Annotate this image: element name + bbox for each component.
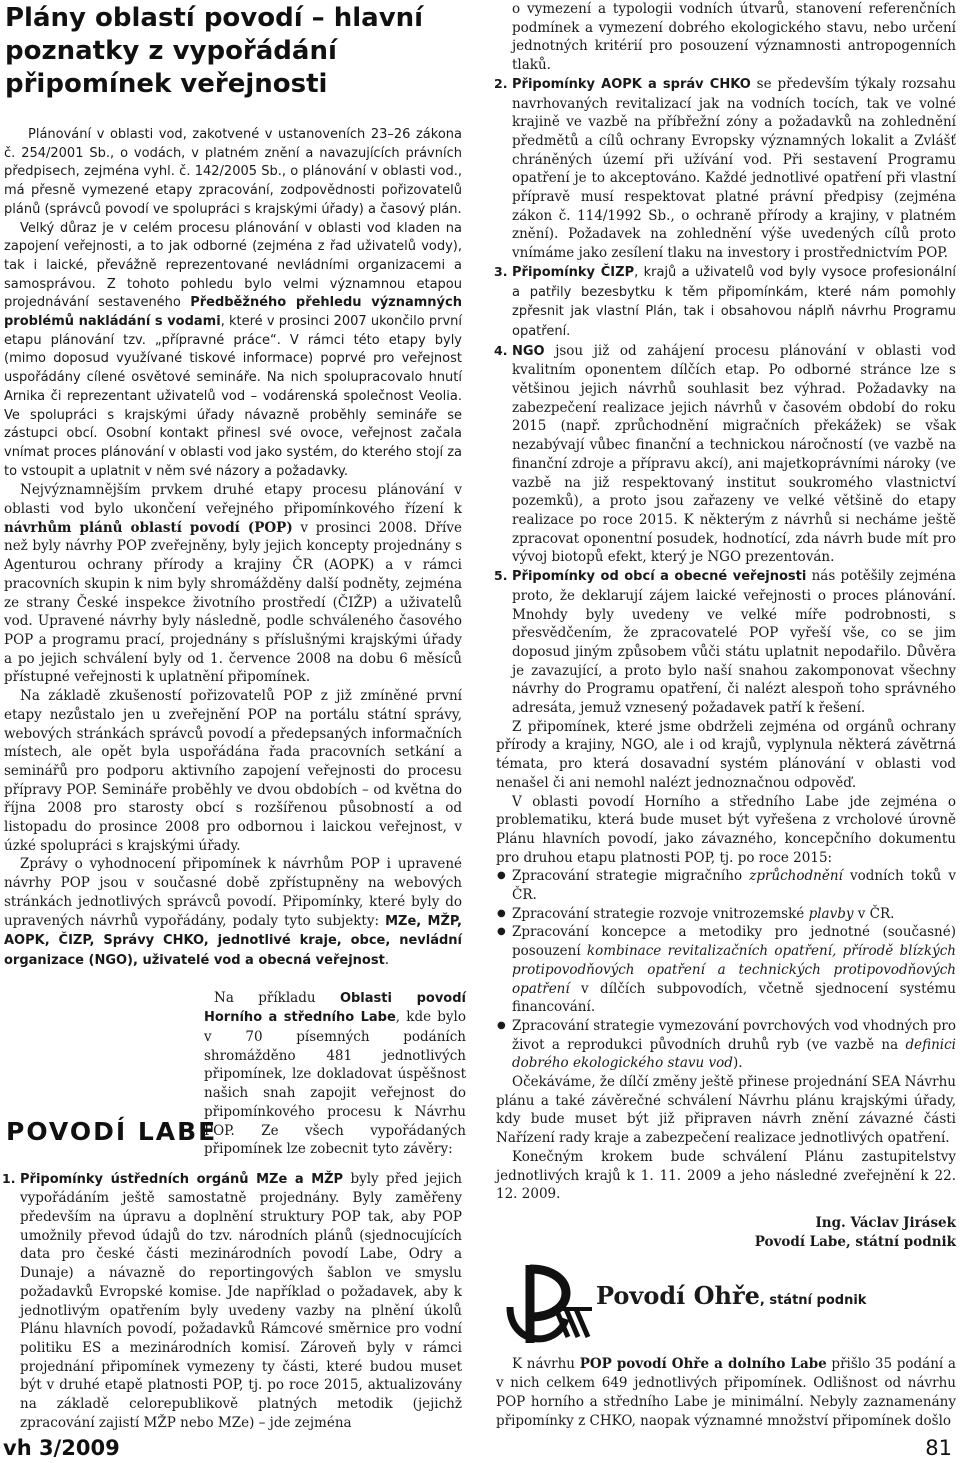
logo-subtitle: , státní podnik [759,1293,867,1309]
text: Nejvýznamnějším prvkem druhé etapy procesu plánování v oblasti vod bylo ukončení veřejného připomínkového řízení k [4,482,462,518]
text: přišlo 35 podání a v nich celkem 649 jednotlivých připomínek. Odlišnost od návrhu POP horního a středního Labe je minimální. Nebyly zaznamenány připomínky z CHKO, naopak významné množství připomínek došlo [496,1356,956,1429]
page-number: 81 [925,1436,952,1460]
text: Zpracování strategie migračního [512,868,750,885]
list-item [496,567,956,718]
text: vodních toků v ČR. [512,868,956,904]
list-item [496,263,956,342]
item-number: 3. [494,263,508,279]
strategy-list [496,867,956,1073]
ohre-title [596,1281,867,1311]
text: Na příkladu [214,989,340,1006]
text: ). [732,1055,743,1072]
text: , které v prosinci 2007 ukončilo první etapu plánování tzv. „přípravné práce“. V rámci této etapy byly (mimo doposud využívané tiskové informace) poprvé pro veřejnost uspořádány cílené osvětové semináře. Na nich spolupracovalo hnutí Arnika či reprezentant uživatelů vod – vodárenská společnost Veolia. Ve spolupráci s krajskými úřady návazně proběhly semináře se zástupci obcí. Osobní kontakt přinesl své ovoce, veřejnost začala vnímat proces plánování v oblasti vod jako systém, do kterého stojí za to vstoupit a uplatnit v něm své názory a požadavky. [4,314,462,479]
left-column [2,0,467,1432]
text: , kde bylo v 70 písemných podáních shromážděno 481 jednotlivých připomínek, lze dokladovat úspěšnost našich snah zapojit veřejnost do připomínkového procesu k Návrhu POP. Ze všech vypořádaných připomínek lze zobecnit tyto závěry: [204,1009,467,1158]
text: Zpracování strategie vymezování povrchových vod vhodných pro život a reprodukci původních druhů ryb (ve vazbě na [512,1017,956,1053]
text: Zpracování strategie rozvoje vnitrozemské [512,905,809,922]
paragraph: Z připomínek, které jsme obdrželi zejména od orgánů ochrany přírody a krajiny, NGO, ale i od krajů, vyplynula některá závětrná témata, pro která dosavadní systém plánování v oblasti vod nenašel či ani nemohl nalézt jednoznačnou odpověď. [496,718,956,791]
bold-text: Připomínky od obcí a obecné veřejnosti [512,569,807,585]
italic-text: kombinace revitalizačních opatření, přírodě blízkých protipovodňových opatření a technických protipovodňových opatření [512,943,956,997]
italic-text: definici dobrého ekologického stavu vod [512,1036,956,1072]
bold-text: MZe, MŽP, AOPK, ČIZP, Správy CHKO, jednotlivé kraje, obce, nevládní organizace (NGO), uživatelé vod a obecná veřejnost [4,913,462,968]
paragraph [4,855,462,970]
paragraph [4,481,462,687]
paragraph: Konečným krokem bude schválení Plánu zastupitelstvy jednotlivých krajů k 1. 11. 2009 a jeho následné zveřejnění k 22. 12. 2009. [496,1148,956,1203]
text: , krajů a uživatelů vod byly vysoce profesionální a patřily bezesbytku k těm připomínkám, které nám pomohly zpřesnit jak vlastní Plán, tak i obsahovou náplň návrhu Programu opatření. [512,264,956,339]
text: byly před jejich vypořádáním ještě samostatně projednány. Byly zaměřeny především na úpravu a doplnění struktury POP tak, aby POP umožnily převod údajů do tzv. národních plánů (sjednocujících data pro české části mezinárodních povodí Labe, Odry a Dunaje) a návazně do reportingových šablon ve smyslu požadavků Evropské komise. Jde například o požadavek, aby k jednotlivým opatřením byly uvedeny vazby na plnění úkolů Plánu hlavních povodí, požadavků Rámcové směrnice pro vodní politiku ES a mezinárodních komisí. Zároveň byly v rámci projednání připomínek vymezeny ty části, které budou muset být v druhé etapě platnosti POP, tj. po roce 2015, aktualizovány na základě celorepublikově platných metodik (jejichž zpracování zajistí MŽP nebo MZe) – jde zejména [20,1170,462,1431]
bold-text: NGO [512,343,545,359]
text: v ČR. [853,905,895,922]
text: se především týkaly rozsahu navrhovaných revitalizací jak na vodních tocích, tak ve volné krajině ve vazbě na příbřežní zóny a požadavků na zohlednění předmětů a cílů ochrany Evropsky významných lokalit a Zvlášť chráněných území při užívání vod. Při sestavení Programu opatření je to akceptováno. Každé jednotlivé opatření při vlastní přípravě musí respektovat platné právní předpisy (zejména zákon č. 114/1992 Sb., o ochraně přírody a krajiny, v platném znění). Požadavek na zohlednění výše uvedených cílů proto vnímáme jako zesílení tlaku na investory i prostřednictvím POP. [512,75,956,262]
list-item [512,905,956,924]
povodi-ohre-emblem-icon [500,1259,592,1349]
text: Velký důraz je v celém procesu plánování v oblasti vod kladen na zapojení veřejnosti, a to jak odborné (zejména z řad uživatelů vody), tak i laické, převážně reprezentované nevládními organizacemi a samosprávou. Z tohoto pohledu bylo velmi významnou etapou projednávání sestaveného [4,220,462,311]
item-number: 1. [2,1170,16,1186]
bold-text: Předběžného přehledu významných problémů nakládání s vodami [4,295,462,330]
item-number: 4. [494,342,508,358]
paragraph [204,989,466,1159]
list-item [512,1017,956,1073]
italic-text: plavby [808,905,854,922]
findings-list [4,1170,462,1433]
list-item [4,1170,462,1433]
paragraph: V oblasti povodí Horního a středního Labe jde zejména o problematiku, která bude muset být vyřešena z vrcholové úrovně Plánu hlavních povodí, jako závazného, koncepčního dokumentu pro druhou etapu platnosti POP, tj. po roce 2015: [496,793,956,866]
bold-text: Připomínky ČIZP [512,264,635,280]
list-item [496,342,956,567]
paragraph [4,220,462,482]
bold-text: Oblasti povodí Horního a středního Labe [204,990,466,1026]
text: Zprávy o vyhodnocení připomínek k návrhům POP i upravené návrhy POP jsou v současné době zpřístupněny na webových stránkách jednotlivých správců povodí. Připomínky, které byly do upravených návrhů vypořádány, podaly tyto subjekty: [4,856,462,929]
povodi-ohre-logo [496,1259,956,1351]
article-title: Plány oblastí povodí – hlavní poznatky z vypořádání připomínek veřejnosti [5,3,424,99]
author-name: Ing. Václav Jirásek [815,1215,956,1231]
author-org: Povodí Labe, státní podnik [754,1233,956,1250]
findings-list [496,75,956,718]
logo-text: POVODÍ LABE [6,1116,218,1146]
bold-text: návrhům plánů oblastí povodí (POP) [4,519,293,536]
item-number: 5. [494,568,508,584]
bold-text: POP povodí Ohře a dolního Labe [579,1356,827,1373]
text: v dílčích subpovodích, včetně sjednocení systému financování. [512,980,956,1016]
logo-name: Povodí Ohře [596,1281,760,1311]
italic-text: zprůchodnění [749,868,843,885]
paragraph: o vymezení a typologii vodních útvarů, stanovení referenčních podmínek a vymezení dobrého ekologického stavu, nebo určení jednotných kritérií pro posouzení významnosti antropogenních tlaků. [512,1,956,74]
list-item [512,867,956,904]
bold-text: Připomínky ústředních orgánů MZe a MŽP [20,1171,344,1187]
issue-label: vh 3/2009 [3,1436,120,1460]
text: K návrhu [512,1356,580,1373]
text: Zpracování koncepce a metodiky pro jednotné (současné) posouzení [512,924,956,960]
right-column [496,0,956,1430]
text: jsou již od zahájení procesu plánování v oblasti vod kvalitním oponentem dílčích etap. Po odborné stránce lze s většinou jejich návrhů souhlasit bez výhrad. Požadavky na zabezpečení realizace jejich návrhů v časovém období do roku 2015 (např. zprůchodnění migračních překážek) se však nezabývají vůbec finanční a technickou náročností (ve vazbě na finanční zdroje a přípravu akcí), ani majetkoprávními nároky (ve vazbě na již respektovaný institut soukromého vlastnictví pozemků), a proto jsou zařazeny ve velké většině do etapy realizace po roce 2015. K některým z návrhů si necháme ještě zpracovat oponentní posudek, hodnotící, zda návrh bude mít pro vývoj biotopů efekt, který je NGO prezentován. [512,342,956,566]
paragraph [496,1355,956,1430]
paragraph: Očekáváme, že dílčí změny ještě přinese projednání SEA Návrhu plánu a také závěrečné schválení Návrhu plánu krajskými úřady, kdy bude muset být již připraven návrh znění závazné části Nařízení rady kraje a zabezpečení realizace jednotlivých opatření. [496,1074,956,1147]
povodi-labe-logo [4,1115,218,1146]
paragraph: Na základě zkušeností pořizovatelů POP z již zmíněné první etapy nezůstalo jen u zveřejnění POP na portálu státní správy, webových stránkách správců povodí a předepsaných informačních místech, ale opět byla uspořádána řada pracovních setkání a seminářů pro podporu aktivního zapojení veřejnosti do procesu přípravy POP. Semináře proběhly ve dvou obdobích – od května do října 2008 pro starosty obcí s rozšířenou působností a od listopadu do prosince 2008 pro odbornou i laickou veřejnost, v úzké spolupráci s krajskými úřady. [4,688,462,854]
text: nás potěšily zejména proto, že deklarují zájem laické veřejnosti o proces plánování. Mnohdy byly uvedeny ve velké míře podrobnosti, s přesvědčením, že zpracovatelé POP vyřeší vše, co se jim doposud jiným způsobem vůči státu uplatnit nepodařilo. Důvěra je zavazující, a proto bylo naší snahou zakomponovat všechny návrhy do Programu opatření, či nalézt alespoň toho správného adresáta, jemuž vznesený požadavek patří k řešení. [512,568,956,717]
lead-paragraph: Plánování v oblasti vod, zakotvené v ustanoveních 23–26 zákona č. 254/2001 Sb., o vodách, v platném znění a navazujících právních předpisech, zejména vyhl. č. 142/2005 Sb., o plánování v oblasti vod., má přesně vymezené etapy zpracování, zodpovědnosti pořizovatelů plánů (správců povodí ve spolupráci s krajskými úřady) a časový plán. [4,127,462,217]
list-item [512,923,956,1017]
bold-text: Připomínky AOPK a správ CHKO [512,76,751,92]
list-item [496,75,956,263]
text: v prosinci 2008. Dříve než byly návrhy POP zveřejněny, byly jejich koncepty projednány s Agenturou ochrany přírody a krajiny ČR (AOPK) a v rámci pracovních skupin k nim byly shromážděny další podněty, zejména ze strany České inspekce životního prostředí (ČIŽP) a uživatelů vod. Upravené návrhy byly následně, podle schváleného časového POP a programu prací, projednány s příslušnými krajskými úřady a po jejich schválení byly od 1. července 2008 na dobu 6 měsíců přístupné veřejnosti k uplatnění připomínek. [4,519,462,686]
text: . [384,951,390,968]
item-number: 2. [494,75,508,91]
